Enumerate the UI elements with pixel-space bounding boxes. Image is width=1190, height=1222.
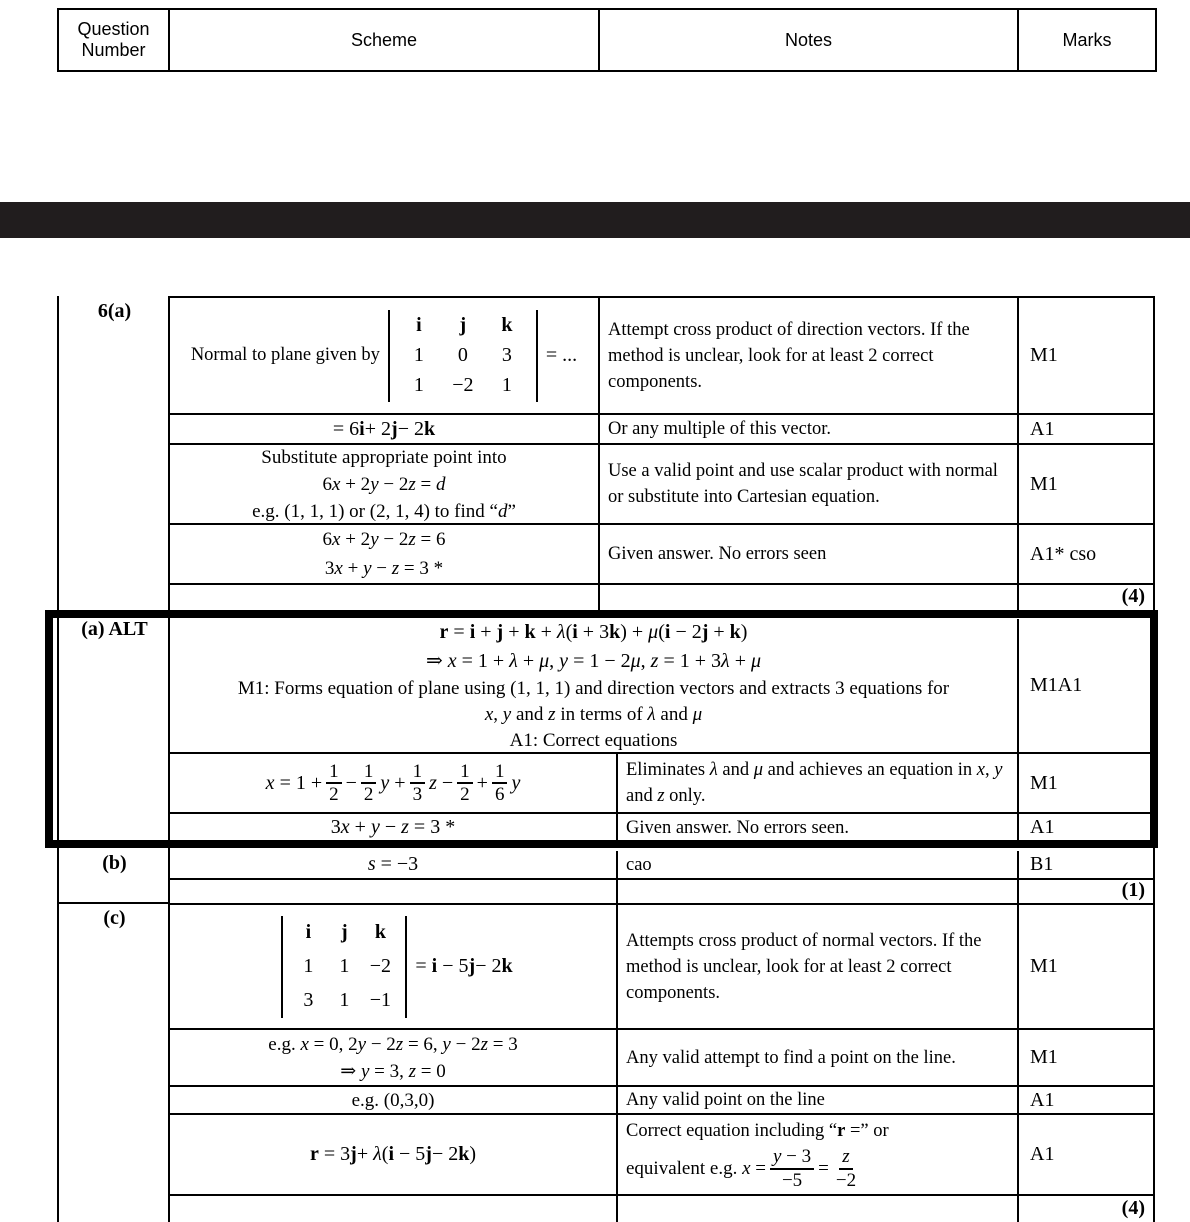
numerator: z [839,1146,852,1169]
mark-total: (4) [1121,1197,1145,1219]
det-entry: 1 [303,955,314,977]
eq-token: x = 1 + [265,771,323,794]
scheme-equation: 3x + y − z = 3 * [330,816,456,838]
notes-cell [616,814,1017,841]
scheme-cell [170,298,598,413]
notes-text: Given answer. No errors seen [608,544,827,564]
table-row-6a-1 [170,298,1153,415]
det-entry: −2 [452,374,474,397]
denominator: −5 [781,1169,803,1191]
scheme-notes-merged-cell [170,619,1017,752]
notes-cell [616,754,1017,812]
table-row-c-2 [170,1030,1153,1087]
scheme-cell [170,525,598,583]
eq-token: equivalent e.g. x = [626,1157,766,1179]
header-question-line1: Question [77,19,150,39]
marks-cell [1017,445,1153,523]
marks-cell [1017,1087,1153,1113]
marks-total-cell [1017,585,1153,610]
marks-cell [1017,754,1153,812]
det-entry: j [341,921,348,944]
denominator: 2 [363,784,374,805]
numerator: 1 [457,761,473,784]
notes-text: cao [626,854,652,875]
det-entry: 1 [413,344,424,366]
table-row-c-3 [170,1087,1153,1115]
table-row-alt-2 [170,754,1153,814]
scheme-line: e.g. (1, 1, 1) or (2, 1, 4) to find “d” [252,500,516,522]
scheme-line: 6x + 2y − 2z = 6 [322,529,446,550]
notes-text: Use a valid point and use scalar product with normal or substitute into Cartesian equation. [608,461,998,507]
header-marks-label: Marks [1062,29,1112,50]
scheme-line: A1: Correct equations [509,729,678,751]
mark-value: M1A1 [1030,674,1083,696]
header-notes-label: Notes [784,29,833,50]
fraction [770,1146,814,1191]
mark-value: M1 [1030,955,1058,977]
det-entry: j [459,313,467,336]
numerator: 1 [410,761,426,784]
mark-value: A1 [1030,816,1055,838]
numerator: 1 [326,761,342,784]
table-row-b-1 [170,851,1153,880]
table-row-alt-3 [170,814,1153,843]
scheme-line: e.g. x = 0, 2y − 2z = 6, y − 2z = 3 [268,1033,518,1055]
question-number-column [57,296,168,1222]
det-entry: 3 [303,988,314,1011]
numerator: 1 [361,761,377,784]
mark-value: A1 [1030,417,1055,440]
eq-token: y + [380,771,406,794]
scheme-cell [170,851,616,878]
table-row-6a-3 [170,445,1153,525]
scheme-cell [170,1030,616,1085]
section-divider-line [59,902,170,904]
table-row-6a-2 [170,415,1153,445]
scheme-cell [170,905,616,1028]
scheme-equation: = i − 5j− 2k [415,955,513,977]
table-row-c-total [170,1196,1153,1222]
question-label-alt: (a) ALT [81,618,148,640]
notes-cell [616,1196,1017,1222]
scheme-line: M1: Forms equation of plane using (1, 1, 1) and direction vectors and extracts 3 equations for [237,677,950,699]
fraction [492,761,508,806]
fraction [326,761,342,806]
notes-equation [626,1146,863,1191]
scheme-equation [266,761,521,806]
marks-total-cell [1017,1196,1153,1222]
header-cell-question-number [59,10,168,70]
fraction [410,761,426,806]
notes-cell [598,525,1017,583]
scheme-cell [170,880,616,903]
scheme-text: = ... [545,344,578,366]
mark-value: A1 [1030,1088,1055,1111]
marks-cell [1017,298,1153,413]
determinant-bar [405,916,407,1018]
mark-value: B1 [1030,853,1054,875]
notes-cell [616,1115,1017,1194]
numerator: 1 [492,761,508,784]
notes-text: Correct equation including “r =” or [626,1121,889,1142]
determinant [281,916,407,1018]
det-entry: 0 [457,344,468,366]
mark-value: M1 [1030,472,1058,495]
scheme-equation: = 6i+ 2j− 2k [332,417,436,440]
header-cell-marks [1017,10,1155,70]
scheme-cell [170,1087,616,1113]
scheme-line: Substitute appropriate point into [261,446,507,468]
marks-cell [1017,619,1153,752]
scheme-line: ⇒ y = 3, z = 0 [340,1060,446,1082]
det-entry: −1 [369,988,392,1011]
scheme-cell [170,1196,616,1222]
det-entry: 3 [501,344,512,366]
marks-total-cell [1017,880,1153,903]
notes-cell [598,445,1017,523]
eq-token: y [511,771,521,794]
mark-scheme-table [57,296,1155,1222]
scheme-line: e.g. (0,3,0) [351,1089,435,1111]
numerator: y − 3 [770,1146,814,1169]
header-table [57,8,1157,72]
det-entry: i [305,921,312,944]
mark-value: A1 [1030,1143,1055,1165]
scheme-line: r = i + j + k + λ(i + 3k) + μ(i − 2j + k) [439,620,748,643]
notes-cell [616,880,1017,903]
fraction [833,1146,859,1191]
det-entry: 1 [413,374,424,397]
separator-bar [0,202,1190,238]
mark-value: A1* cso [1030,542,1097,565]
denominator: 2 [460,784,470,805]
table-row-c-1 [170,905,1153,1030]
denominator: −2 [835,1169,857,1191]
notes-text: Eliminates λ and μ and achieves an equation in x, y and z only. [626,760,1003,806]
denominator: 6 [494,784,505,805]
det-entry: k [501,313,513,336]
scheme-line: x, y and z in terms of λ and μ [484,703,703,725]
scheme-cell [170,754,616,812]
mark-value: M1 [1030,344,1058,366]
fraction [361,761,377,806]
scheme-cell [170,814,616,841]
header-scheme-label: Scheme [350,29,418,50]
mark-value: M1 [1030,1046,1058,1068]
table-row-6a-total [170,585,1153,612]
notes-cell [598,415,1017,443]
header-cell-notes [598,10,1017,70]
scheme-cell [170,445,598,523]
marks-cell [1017,814,1153,841]
denominator: 3 [412,784,423,805]
notes-cell [616,905,1017,1028]
det-entry: −2 [369,955,392,977]
table-row-6a-4 [170,525,1153,585]
notes-text: Any valid point on the line [626,1090,825,1110]
table-row-alt-1 [170,619,1153,754]
scheme-line: 3x + y − z = 3 * [324,558,444,579]
table-row-b-total [170,880,1153,905]
marks-cell [1017,851,1153,878]
mark-value: M1 [1030,771,1058,794]
scheme-cell [170,585,598,610]
notes-text: Attempts cross product of normal vectors. If the method is unclear, look for at least 2 correct components. [626,930,982,1003]
question-label-b: (b) [102,852,127,874]
marks-cell [1017,905,1153,1028]
scheme-equation: s = −3 [367,853,419,875]
fraction [457,761,473,806]
notes-text: Given answer. No errors seen. [626,817,849,838]
scheme-line: ⇒ x = 1 + λ + μ, y = 1 − 2μ, z = 1 + 3λ + μ [425,649,762,672]
determinant-bar [536,310,538,402]
notes-cell [616,1030,1017,1085]
determinant [388,310,538,402]
spacer [170,843,1153,851]
scheme-grid [168,296,1155,1222]
scheme-cell [170,415,598,443]
denominator: 2 [329,784,339,805]
scheme-cell [170,1115,616,1194]
header-cell-scheme [168,10,598,70]
notes-cell [598,298,1017,413]
eq-token: − [345,771,357,794]
notes-cell [616,851,1017,878]
notes-text: Or any multiple of this vector. [608,419,831,439]
notes-text: Any valid attempt to find a point on the line. [626,1047,956,1068]
det-entry: k [374,921,386,944]
question-label-c: (c) [103,907,126,929]
mark-total: (1) [1121,879,1145,901]
notes-text: Attempt cross product of direction vectors. If the method is unclear, look for at least 2 correct components. [608,319,970,392]
notes-cell [598,585,1017,610]
det-entry: 1 [339,988,350,1011]
marks-cell [1017,1115,1153,1194]
scheme-line: 6x + 2y − 2z = d [322,473,446,495]
header-question-line2: Number [81,40,146,60]
marks-cell [1017,525,1153,583]
mark-total: (4) [1121,585,1145,607]
question-label-6a: 6(a) [97,300,132,322]
eq-token: = [818,1157,829,1179]
eq-token: z − [429,771,454,794]
det-entry: 1 [339,955,350,977]
det-entry: 1 [501,374,512,397]
eq-token: + [476,771,488,794]
table-row-c-4 [170,1115,1153,1196]
marks-cell [1017,1030,1153,1085]
marks-cell [1017,415,1153,443]
scheme-text: Normal to plane given by [190,345,380,365]
det-entry: i [416,313,422,336]
notes-cell [616,1087,1017,1113]
scheme-equation: r = 3j+ λ(i − 5j− 2k) [309,1143,477,1165]
